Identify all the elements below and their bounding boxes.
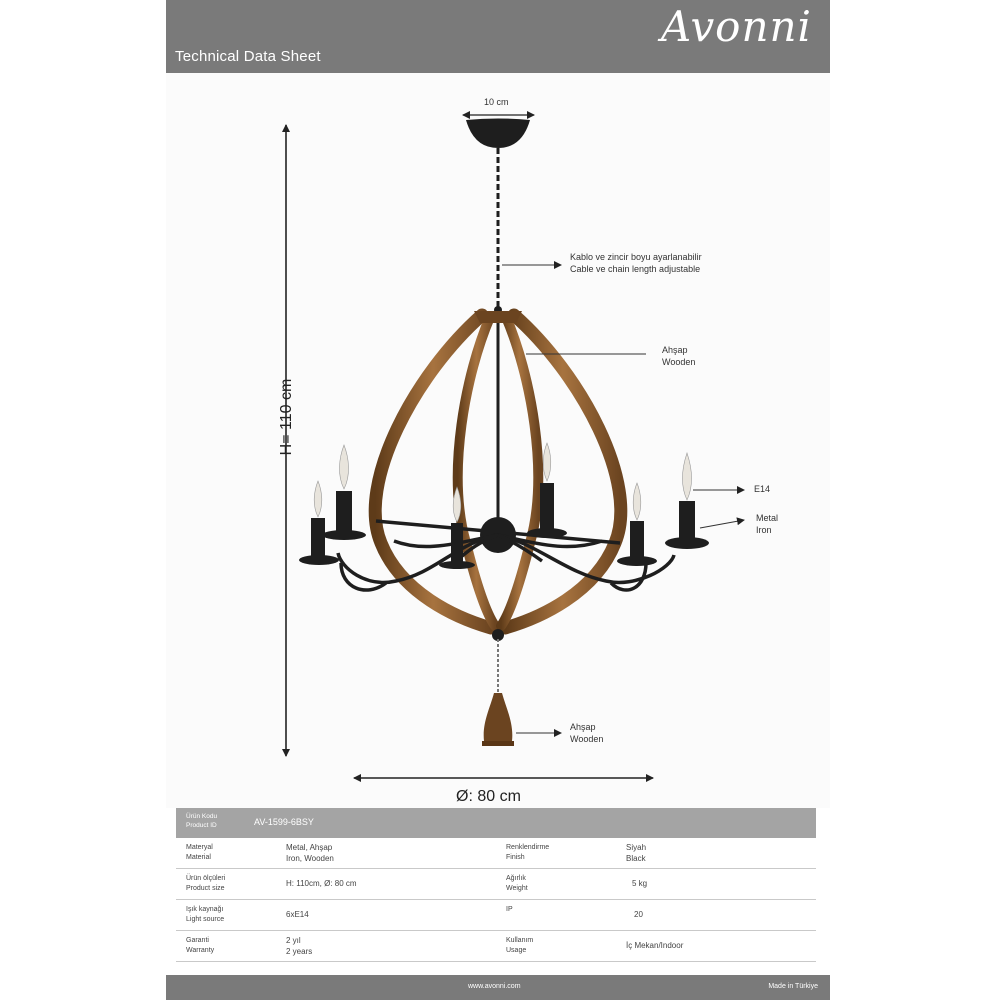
product-id-label: Ürün Kodu Product ID <box>186 813 218 829</box>
note-arms: Metal Iron <box>756 513 779 535</box>
spec-value: İç Mekan/Indoor <box>626 941 684 950</box>
footer-bar <box>166 975 830 1000</box>
chandelier-illustration <box>166 73 830 808</box>
product-id-value: AV-1599-6BSY <box>254 817 314 827</box>
spec-key: Işık kaynağı Light source <box>186 906 225 923</box>
note-pendant: Ahşap Wooden <box>570 722 604 744</box>
spec-key: Ağırlık Weight <box>506 875 528 892</box>
spec-row-warranty <box>176 931 816 962</box>
made-in-label: Made in Türkiye <box>768 983 818 990</box>
website-link[interactable]: www.avonni.com <box>468 983 521 990</box>
spec-key: Ürün ölçüleri Product size <box>186 875 226 892</box>
spec-table-header <box>176 808 816 838</box>
spec-key: Kullanım Usage <box>506 937 534 954</box>
diameter-label: Ø: 80 cm <box>456 788 521 805</box>
page-title: Technical Data Sheet <box>175 48 321 65</box>
spec-key: Garanti Warranty <box>186 937 215 954</box>
note-chain: Kablo ve zincir boyu ayarlanabilir Cable ve chain length adjustable <box>570 252 702 274</box>
spec-value: 20 <box>634 910 643 919</box>
spec-value: Metal, Ahşap Iron, Wooden <box>286 843 334 863</box>
spec-key: IP <box>506 906 513 913</box>
spec-value: 2 yıl 2 years <box>286 936 313 956</box>
height-label: H= 110 cm <box>278 378 295 456</box>
brand-logo: Avonni <box>660 2 812 51</box>
header-bar <box>166 0 830 73</box>
spec-value: 6xE14 <box>286 910 309 919</box>
note-socket: E14 <box>754 484 771 494</box>
spec-row-material <box>176 838 816 869</box>
spec-row-light <box>176 900 816 931</box>
top-width-label: 10 cm <box>484 97 509 107</box>
spec-key: Renklendirme Finish <box>506 844 550 861</box>
note-frame: Ahşap Wooden <box>662 345 696 367</box>
spec-value: Siyah Black <box>626 843 647 863</box>
spec-key: Materyal Material <box>186 844 213 861</box>
product-drawing <box>166 73 830 808</box>
spec-row-size <box>176 869 816 900</box>
spec-value: 5 kg <box>632 879 648 888</box>
spec-value: H: 110cm, Ø: 80 cm <box>286 879 357 888</box>
technical-data-sheet <box>166 0 830 1000</box>
spec-table <box>176 808 816 962</box>
